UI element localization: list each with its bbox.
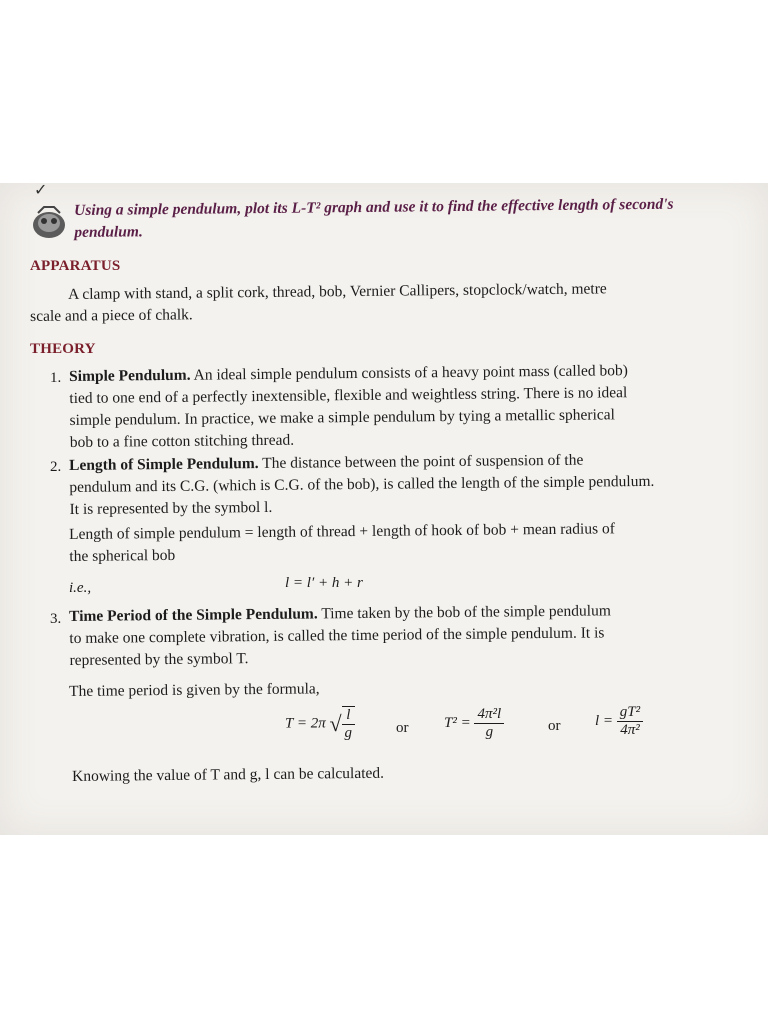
length-formula: l = l′ + h + r	[285, 575, 363, 591]
item-3-line: represented by the symbol T.	[69, 650, 249, 669]
eq1-numerator: l	[342, 707, 356, 725]
item-1-line: tied to one end of a perfectly inextensible, flexible and weightless string. There is no ideal	[69, 384, 628, 407]
item-1-paragraph	[69, 359, 720, 454]
item-3-line: to make one complete vibration, is called the time period of the simple pendulum. It is	[69, 624, 605, 647]
time-period-equation	[285, 706, 355, 742]
item-1-line: An ideal simple pendulum consists of a heavy point mass (called bob)	[193, 362, 628, 384]
item-2-extra-line: Length of simple pendulum = length of thread + length of hook of bob + mean radius of	[69, 520, 615, 543]
item-3-title: Time Period of the Simple Pendulum.	[69, 605, 318, 625]
or-separator: or	[548, 718, 561, 734]
item-2-line: The distance between the point of suspension of the	[262, 451, 584, 472]
item-3-line: Time taken by the bob of the simple pendulum	[321, 602, 611, 623]
item-number: 3.	[50, 611, 62, 627]
eq3-denominator: 4π²	[620, 722, 640, 738]
eq3-lhs: l =	[595, 712, 614, 729]
theory-heading: THEORY	[30, 341, 96, 357]
formula-intro: The time period is given by the formula,	[69, 680, 320, 700]
closing-line: Knowing the value of T and g, l can be calculated.	[72, 764, 385, 785]
eq2-numerator: 4π²l	[474, 706, 504, 724]
tick-mark: ✓	[34, 182, 48, 199]
apparatus-line-2: scale and a piece of chalk.	[30, 306, 193, 325]
length-equation	[595, 704, 643, 739]
item-2-paragraph	[69, 448, 720, 521]
item-1-title: Simple Pendulum.	[69, 366, 191, 385]
item-number: 2.	[50, 459, 62, 475]
item-2-extra-line: the spherical bob	[69, 546, 176, 565]
apparatus-line-1: A clamp with stand, a split cork, thread, bob, Vernier Callipers, stopclock/watch, metre	[68, 280, 607, 303]
ie-label: i.e.,	[69, 580, 92, 596]
item-2-line: It is represented by the symbol l.	[69, 498, 273, 518]
t-squared-equation	[444, 706, 504, 741]
eq1-lhs: T = 2π	[285, 715, 326, 732]
item-2-line: pendulum and its C.G. (which is C.G. of the bob), is called the length of the simple pendulum.	[69, 472, 655, 496]
apparatus-heading: APPARATUS	[30, 258, 121, 274]
eq3-fraction	[617, 704, 643, 739]
item-2-definition	[69, 517, 719, 568]
item-1-line: simple pendulum. In practice, we make a simple pendulum by tying a metallic spherical	[69, 406, 615, 429]
aim-statement: Using a simple pendulum, plot its L-T² graph and use it to find the effective length of second's pendulum.	[74, 195, 674, 241]
eq2-denominator: g	[485, 724, 494, 740]
item-2-title: Length of Simple Pendulum.	[69, 455, 259, 474]
item-number: 1.	[50, 370, 62, 386]
eq2-lhs: T² =	[444, 714, 471, 731]
item-3-paragraph	[69, 599, 730, 672]
eq2-fraction	[474, 706, 504, 741]
eq1-fraction	[342, 706, 356, 742]
eq3-numerator: gT²	[617, 704, 643, 722]
or-separator: or	[396, 720, 409, 736]
experiment-emblem-icon	[30, 205, 68, 241]
item-1-line: bob to a fine cotton stitching thread.	[69, 431, 295, 451]
eq1-denominator: g	[344, 725, 353, 741]
sqrt-icon: √	[329, 711, 342, 736]
